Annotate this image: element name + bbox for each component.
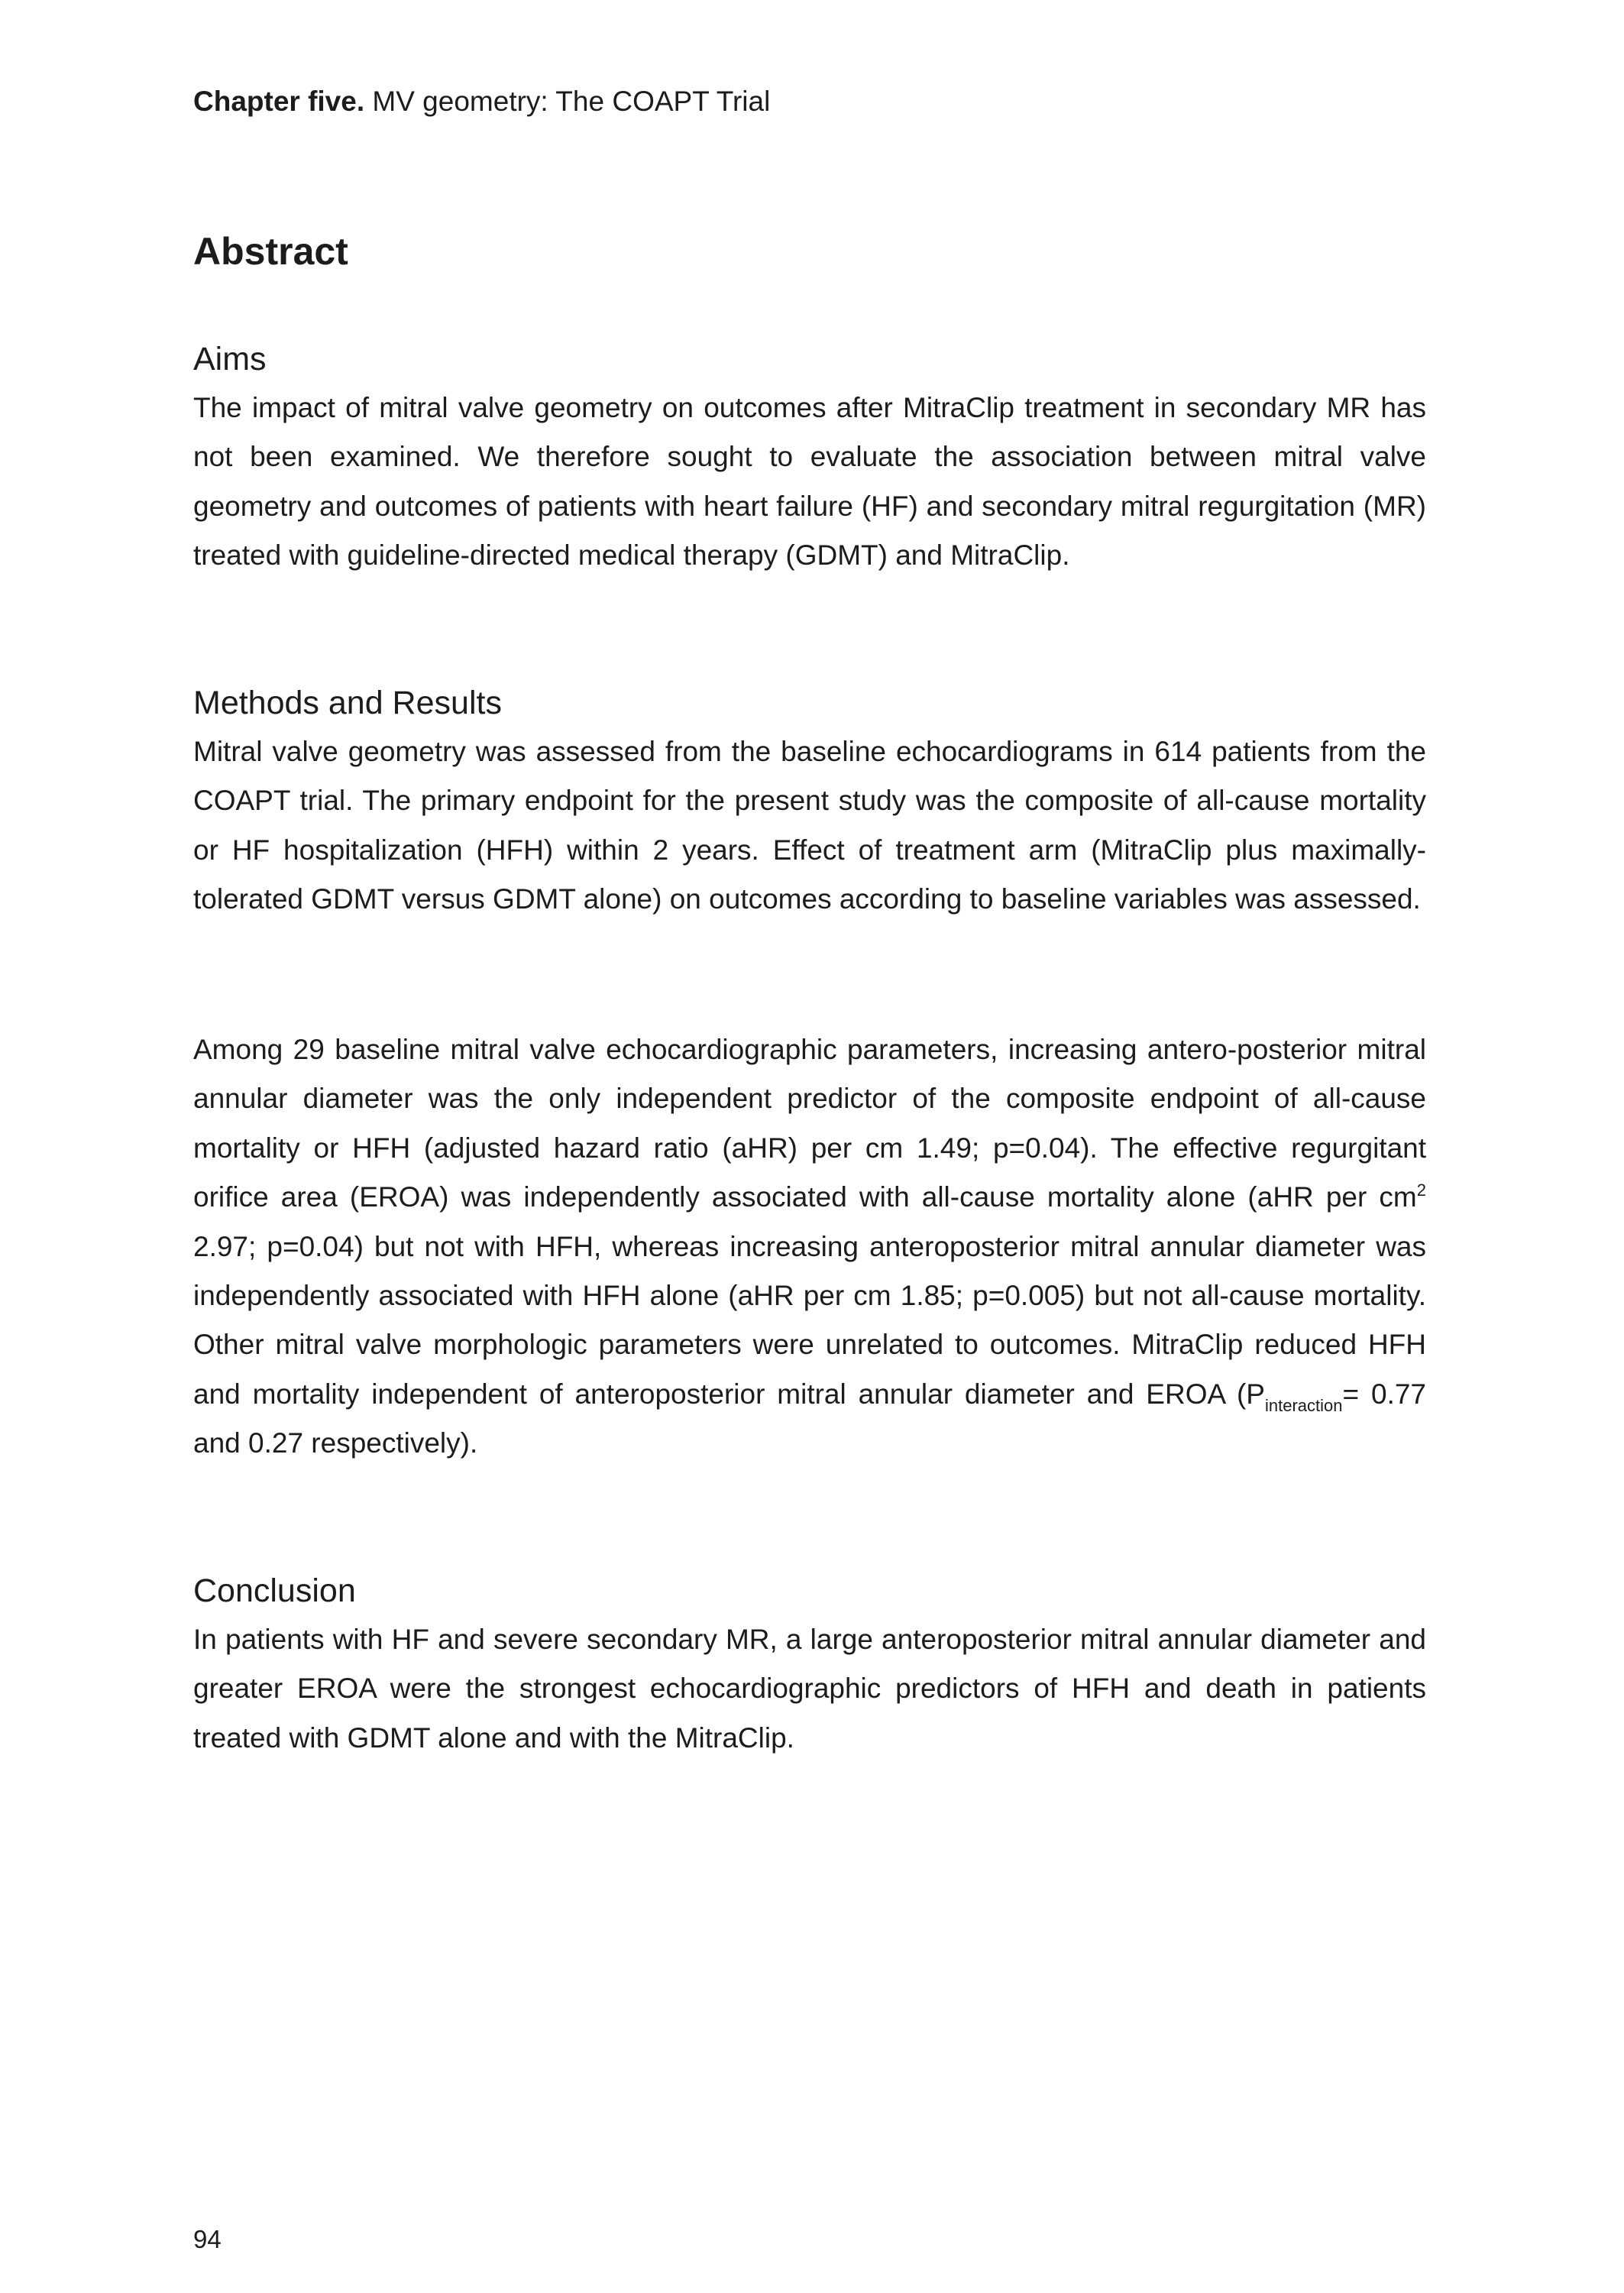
chapter-label: Chapter five. (193, 86, 365, 117)
aims-heading: Aims (193, 341, 267, 377)
results-part2: 2.97; p=0.04) but not with HFH, whereas increasing anteroposterior mitral annular diameter was independently associated with HFH alone (aHR per cm 1.85; p=0.005) but not all-cause mortality. Other mitral valve morphologic parameters were unrelated to outcomes. MitraClip reduced HFH and mortality independent of anteroposterior mitral annular diameter and EROA (P (193, 1230, 1426, 1410)
results-part3: = 0.77 and 0.27 respectively). (193, 1378, 1427, 1459)
page-number: 94 (193, 2225, 222, 2253)
running-head (193, 86, 1426, 118)
results-text (193, 1025, 1426, 1469)
results-part1: Among 29 baseline mitral valve echocardiographic parameters, increasing antero-posterior mitral annular diameter was the only independent predictor of the composite endpoint of all-cause mortality or HFH (adjusted hazard ratio (aHR) per cm 1.49; p=0.04). The effective regurgitant orifice area (EROA) was independently associated with all-cause mortality alone (aHR per cm (193, 1034, 1426, 1213)
chapter-title: MV geometry: The COAPT Trial (372, 86, 771, 117)
conclusion-heading: Conclusion (193, 1572, 356, 1609)
superscript: 2 (1416, 1181, 1426, 1200)
methods-section (193, 679, 1426, 925)
aims-section (193, 335, 1426, 581)
aims-text: The impact of mitral valve geometry on outcomes after MitraClip treatment in secondary MR has not been examined. We therefore sought to evaluate the association between mitral valve geometry and outcomes of patients with heart failure (HF) and secondary mitral regurgitation (MR) treated with guideline-directed medical therapy (GDMT) and MitraClip. (193, 392, 1426, 572)
subscript: interaction (1265, 1395, 1343, 1415)
abstract-title: Abstract (193, 230, 348, 273)
conclusion-section (193, 1566, 1426, 1763)
methods-heading: Methods and Results (193, 685, 502, 721)
methods-text: Mitral valve geometry was assessed from the baseline echocardiograms in 614 patients from the COAPT trial. The primary endpoint for the present study was the composite of all-cause mortality or HF hospitalization (HFH) within 2 years. Effect of treatment arm (MitraClip plus maximally-tolerated GDMT versus GDMT alone) on outcomes according to baseline variables was assessed. (193, 736, 1426, 915)
conclusion-text: In patients with HF and severe secondary MR, a large anteroposterior mitral annular diameter and greater EROA were the strongest echocardiographic predictors of HFH and death in patients treated with GDMT alone and with the MitraClip. (193, 1624, 1426, 1754)
results-section (193, 1025, 1426, 1469)
